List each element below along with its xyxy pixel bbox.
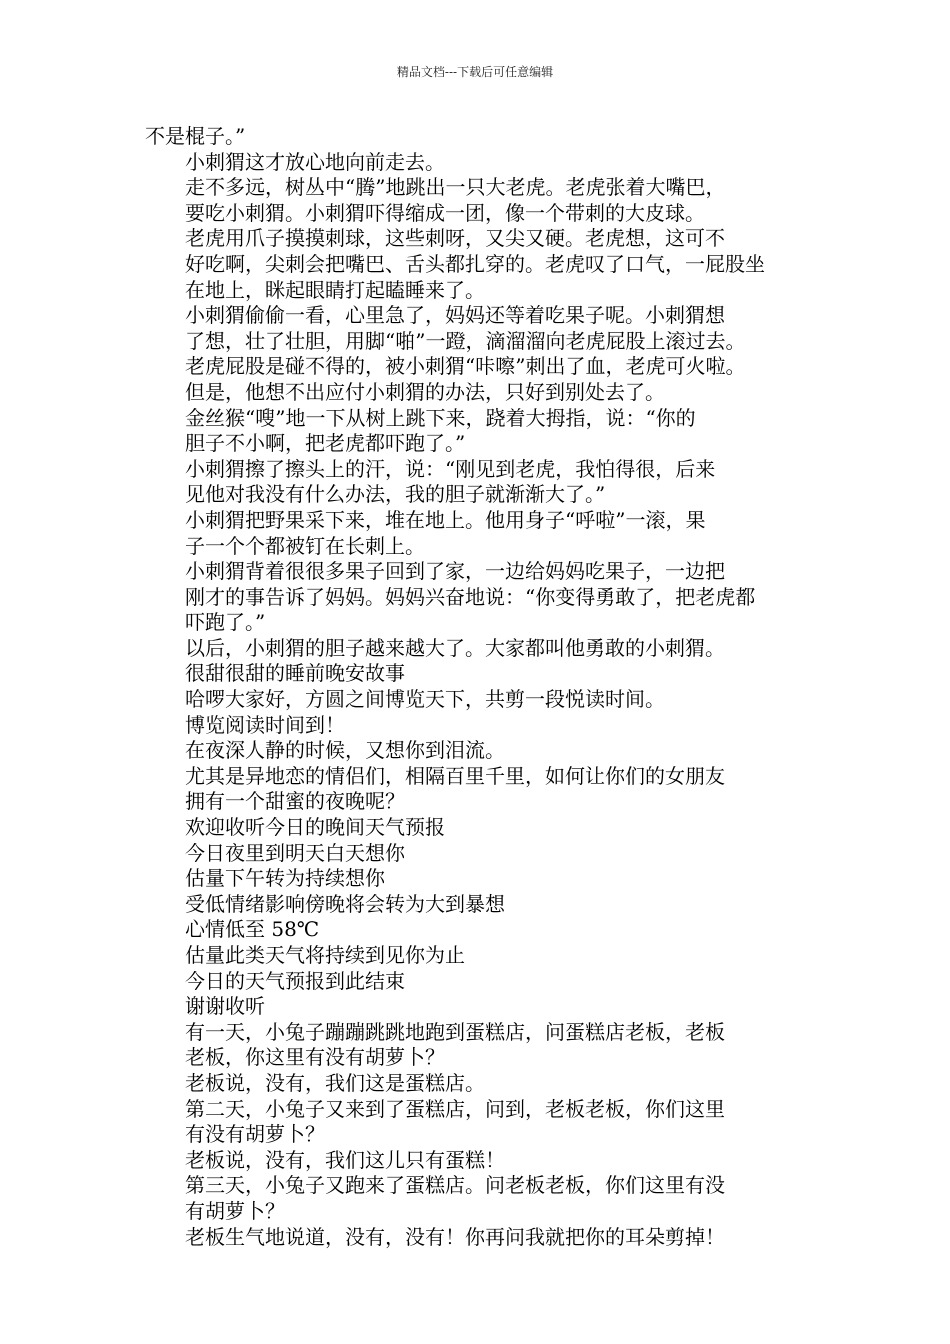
text-line: 估量下午转为持续想你	[185, 866, 385, 891]
text-line: 老板，你这里有没有胡萝卜？	[185, 1045, 445, 1070]
text-line: 小刺猬擦了擦头上的汗，说：“刚见到老虎，我怕得很，后来	[185, 456, 716, 481]
text-line: 第三天，小兔子又跑来了蛋糕店。问老板老板，你们这里有没	[185, 1173, 725, 1198]
text-line: 哈啰大家好，方圆之间博览天下，共剪一段悦读时间。	[185, 687, 665, 712]
page-header: 精品文档---下载后可任意编辑	[396, 65, 554, 79]
paragraph	[145, 1148, 810, 1174]
text-line: 胆子不小啊，把老虎都吓跑了。”	[185, 431, 466, 456]
text-line: 老板说，没有，我们这儿只有蛋糕！	[185, 1147, 505, 1172]
paragraph	[145, 1020, 810, 1071]
paragraph	[145, 303, 810, 405]
text-line: 小刺猬偷偷一看，心里急了，妈妈还等着吃果子呢。小刺猬想	[185, 303, 725, 328]
text-line: 有一天，小兔子蹦蹦跳跳地跑到蛋糕店，问蛋糕店老板，老板	[185, 1019, 725, 1044]
text-line: 不是棍子。”	[145, 124, 246, 148]
text-line: 吓跑了。”	[185, 610, 266, 635]
text-line: 在夜深人静的时候，又想你到泪流。	[185, 738, 505, 763]
paragraph	[145, 1071, 810, 1097]
text-line: 好吃啊，尖刺会把嘴巴、舌头都扎穿的。老虎叹了口气，一屁股坐	[185, 251, 765, 276]
text-line: 老板生气地说道，没有，没有！你再问我就把你的耳朵剪掉！	[185, 1224, 725, 1249]
paragraph	[145, 994, 810, 1020]
paragraph	[145, 969, 810, 995]
text-line: 有没有胡萝卜？	[185, 1122, 325, 1147]
text-line: 博览阅读时间到！	[185, 712, 345, 737]
text-line: 很甜很甜的睡前晚安故事	[185, 661, 405, 686]
paragraph	[145, 1225, 810, 1251]
text-line: 受低情绪影响傍晚将会转为大到暴想	[185, 891, 505, 916]
text-line: 有胡萝卜？	[185, 1198, 285, 1223]
paragraph	[145, 687, 810, 713]
text-line: 老虎屁股是碰不得的，被小刺猬“咔嚓”刺出了血，老虎可火啦。	[185, 354, 746, 379]
text-line: 以后，小刺猬的胆子越来越大了。大家都叫他勇敢的小刺猬。	[185, 635, 725, 660]
document-body	[145, 124, 810, 1250]
paragraph	[145, 175, 810, 226]
paragraph	[145, 406, 810, 457]
text-line: 老虎用爪子摸摸刺球，这些刺呀，又尖又硬。老虎想，这可不	[185, 226, 725, 251]
paragraph	[145, 764, 810, 815]
paragraph	[145, 1097, 810, 1148]
paragraph	[145, 150, 810, 176]
text-line: 金丝猴“嗖”地一下从树上跳下来，跷着大拇指，说：“你的	[185, 405, 696, 430]
text-line: 见他对我没有什么办法，我的胆子就渐渐大了。”	[185, 482, 606, 507]
paragraph	[145, 636, 810, 662]
text-line: 今日夜里到明天白天想你	[185, 840, 405, 865]
paragraph	[145, 457, 810, 508]
paragraph	[145, 917, 810, 943]
paragraph	[145, 713, 810, 739]
text-line: 小刺猬背着很很多果子回到了家，一边给妈妈吃果子，一边把	[185, 559, 725, 584]
paragraph	[145, 866, 810, 892]
paragraph	[145, 943, 810, 969]
text-line: 心情低至 58℃	[185, 917, 320, 942]
paragraph	[145, 738, 810, 764]
paragraph	[145, 226, 810, 303]
text-line: 谢谢收听	[185, 994, 265, 1019]
text-line: 要吃小刺猬。小刺猬吓得缩成一团，像一个带刺的大皮球。	[185, 200, 705, 225]
paragraph	[145, 661, 810, 687]
text-line: 小刺猬这才放心地向前走去。	[185, 149, 445, 174]
text-line: 今日的天气预报到此结束	[185, 968, 405, 993]
text-line: 拥有一个甜蜜的夜晚呢？	[185, 789, 405, 814]
text-line: 在地上，眯起眼睛打起瞌睡来了。	[185, 277, 485, 302]
text-line: 老板说，没有，我们这是蛋糕店。	[185, 1070, 485, 1095]
text-line: 估量此类天气将持续到见你为止	[185, 943, 465, 967]
text-line: 欢迎收听今日的晚间天气预报	[185, 815, 445, 840]
text-line: 小刺猬把野果采下来，堆在地上。他用身子“呼啦”一滚，果	[185, 507, 706, 532]
paragraph	[145, 815, 810, 841]
text-line: 子一个个都被钉在长刺上。	[185, 533, 425, 558]
text-line: 刚才的事告诉了妈妈。妈妈兴奋地说：“你变得勇敢了，把老虎都	[185, 584, 756, 609]
text-line: 走不多远，树丛中“腾”地跳出一只大老虎。老虎张着大嘴巴，	[185, 175, 726, 200]
text-line: 第二天，小兔子又来到了蛋糕店，问到，老板老板，你们这里	[185, 1096, 725, 1121]
text-line: 尤其是异地恋的情侣们，相隔百里千里，如何让你们的女朋友	[185, 763, 725, 788]
text-line: 了想，壮了壮胆，用脚“啪”一蹬，滴溜溜向老虎屁股上滚过去。	[185, 328, 746, 353]
paragraph	[145, 1173, 810, 1224]
paragraph	[145, 559, 810, 636]
paragraph	[145, 124, 810, 150]
paragraph	[145, 892, 810, 918]
paragraph	[145, 841, 810, 867]
text-line: 但是，他想不出应付小刺猬的办法，只好到别处去了。	[185, 379, 665, 404]
paragraph	[145, 508, 810, 559]
